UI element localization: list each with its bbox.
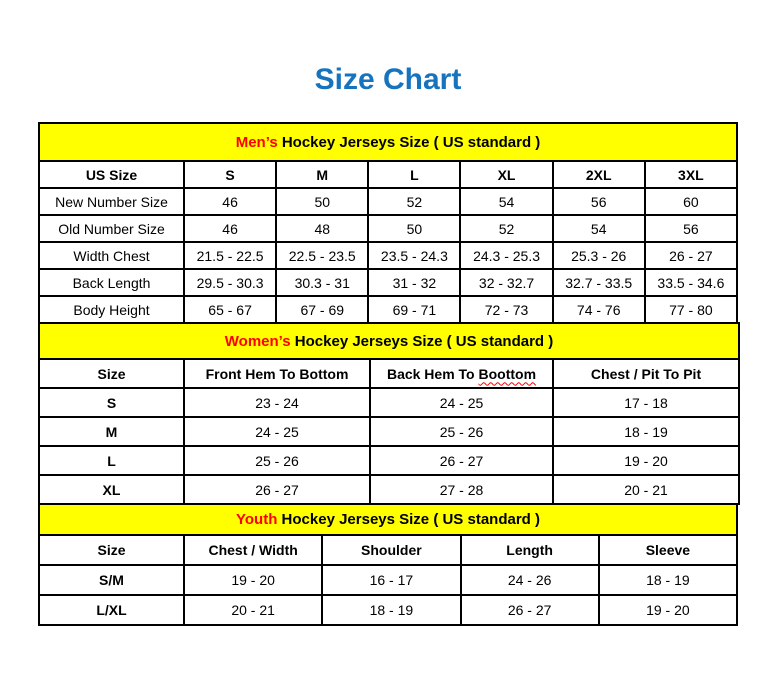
- row-label: New Number Size: [39, 188, 184, 215]
- row-label: Old Number Size: [39, 215, 184, 242]
- column-header: S: [184, 161, 276, 188]
- table-row: [39, 446, 739, 475]
- size-value-cell: 54: [553, 215, 645, 242]
- column-header: L: [368, 161, 460, 188]
- page-title: Size Chart: [314, 63, 462, 96]
- size-value-cell: 20 - 21: [184, 595, 322, 625]
- size-value-cell: 20 - 21: [553, 475, 739, 504]
- table-row: [39, 565, 737, 595]
- womens-header-text: Hockey Jerseys Size ( US standard ): [290, 332, 554, 350]
- mens-size-table: [38, 122, 738, 324]
- mens-header-text: Hockey Jerseys Size ( US standard ): [277, 133, 541, 151]
- table-row: [39, 242, 737, 269]
- size-value-cell: 26 - 27: [184, 475, 370, 504]
- size-value-cell: 21.5 - 22.5: [184, 242, 276, 269]
- mens-accent-label: Men’s: [235, 133, 278, 151]
- size-value-cell: 26 - 27: [370, 446, 553, 475]
- row-label: Body Height: [39, 296, 184, 323]
- size-value-cell: 48: [276, 215, 368, 242]
- womens-size-table: [38, 322, 740, 505]
- table-row: [39, 475, 739, 504]
- size-value-cell: 23 - 24: [184, 388, 370, 417]
- size-value-cell: 18 - 19: [322, 595, 460, 625]
- misspelled-word: Boottom: [478, 365, 537, 382]
- table-row: [39, 188, 737, 215]
- size-value-cell: 30.3 - 31: [276, 269, 368, 296]
- row-label: M: [39, 417, 184, 446]
- womens-section-header-row: [39, 323, 739, 359]
- column-header: Size: [39, 359, 184, 388]
- size-value-cell: 18 - 19: [599, 565, 737, 595]
- column-header: [370, 359, 553, 388]
- size-value-cell: 26 - 27: [645, 242, 737, 269]
- size-value-cell: 72 - 73: [460, 296, 552, 323]
- size-value-cell: 17 - 18: [553, 388, 739, 417]
- column-header: US Size: [39, 161, 184, 188]
- row-label: L/XL: [39, 595, 184, 625]
- table-row: [39, 215, 737, 242]
- size-value-cell: 77 - 80: [645, 296, 737, 323]
- size-value-cell: 65 - 67: [184, 296, 276, 323]
- womens-accent-label: Women’s: [224, 332, 291, 350]
- size-value-cell: 22.5 - 23.5: [276, 242, 368, 269]
- column-header: Shoulder: [322, 535, 460, 565]
- size-value-cell: 67 - 69: [276, 296, 368, 323]
- size-value-cell: 52: [460, 215, 552, 242]
- size-value-cell: 31 - 32: [368, 269, 460, 296]
- table-row: [39, 269, 737, 296]
- size-value-cell: 60: [645, 188, 737, 215]
- youth-column-header-row: [39, 535, 737, 565]
- youth-section-header: [39, 504, 737, 535]
- size-value-cell: 24 - 25: [370, 388, 553, 417]
- size-value-cell: 50: [368, 215, 460, 242]
- column-header: Front Hem To Bottom: [184, 359, 370, 388]
- size-value-cell: 26 - 27: [461, 595, 599, 625]
- size-value-cell: 24.3 - 25.3: [460, 242, 552, 269]
- size-value-cell: 46: [184, 215, 276, 242]
- size-value-cell: 23.5 - 24.3: [368, 242, 460, 269]
- size-value-cell: 25.3 - 26: [553, 242, 645, 269]
- row-label: S: [39, 388, 184, 417]
- table-row: [39, 417, 739, 446]
- youth-size-table: [38, 503, 738, 626]
- size-value-cell: 32.7 - 33.5: [553, 269, 645, 296]
- size-value-cell: 56: [553, 188, 645, 215]
- column-header: Chest / Width: [184, 535, 322, 565]
- column-header: Sleeve: [599, 535, 737, 565]
- mens-column-header-row: [39, 161, 737, 188]
- size-value-cell: 24 - 26: [461, 565, 599, 595]
- size-chart-tables: [38, 122, 738, 626]
- size-value-cell: 50: [276, 188, 368, 215]
- column-header: Length: [461, 535, 599, 565]
- size-value-cell: 24 - 25: [184, 417, 370, 446]
- size-value-cell: 46: [184, 188, 276, 215]
- size-value-cell: 74 - 76: [553, 296, 645, 323]
- table-row: [39, 595, 737, 625]
- size-value-cell: 19 - 20: [553, 446, 739, 475]
- table-row: [39, 388, 739, 417]
- size-value-cell: 16 - 17: [322, 565, 460, 595]
- size-value-cell: 18 - 19: [553, 417, 739, 446]
- size-value-cell: 54: [460, 188, 552, 215]
- column-header: 2XL: [553, 161, 645, 188]
- column-header: Chest / Pit To Pit: [553, 359, 739, 388]
- mens-section-header: [39, 123, 737, 161]
- womens-column-header-row: [39, 359, 739, 388]
- column-header: 3XL: [645, 161, 737, 188]
- row-label: S/M: [39, 565, 184, 595]
- row-label: Width Chest: [39, 242, 184, 269]
- size-value-cell: 32 - 32.7: [460, 269, 552, 296]
- size-value-cell: 19 - 20: [599, 595, 737, 625]
- size-value-cell: 25 - 26: [184, 446, 370, 475]
- youth-header-text: Hockey Jerseys Size ( US standard ): [277, 511, 540, 528]
- row-label: XL: [39, 475, 184, 504]
- size-value-cell: 19 - 20: [184, 565, 322, 595]
- column-header: M: [276, 161, 368, 188]
- youth-section-header-row: [39, 504, 737, 535]
- size-value-cell: 56: [645, 215, 737, 242]
- youth-accent-label: Youth: [236, 511, 278, 528]
- column-header: XL: [460, 161, 552, 188]
- table-row: [39, 296, 737, 323]
- size-value-cell: 52: [368, 188, 460, 215]
- womens-section-header: [39, 323, 739, 359]
- column-header: Size: [39, 535, 184, 565]
- column-header-text: Back Hem To: [386, 365, 479, 382]
- size-value-cell: 33.5 - 34.6: [645, 269, 737, 296]
- mens-section-header-row: [39, 123, 737, 161]
- size-value-cell: 29.5 - 30.3: [184, 269, 276, 296]
- row-label: Back Length: [39, 269, 184, 296]
- size-value-cell: 27 - 28: [370, 475, 553, 504]
- size-value-cell: 25 - 26: [370, 417, 553, 446]
- row-label: L: [39, 446, 184, 475]
- size-value-cell: 69 - 71: [368, 296, 460, 323]
